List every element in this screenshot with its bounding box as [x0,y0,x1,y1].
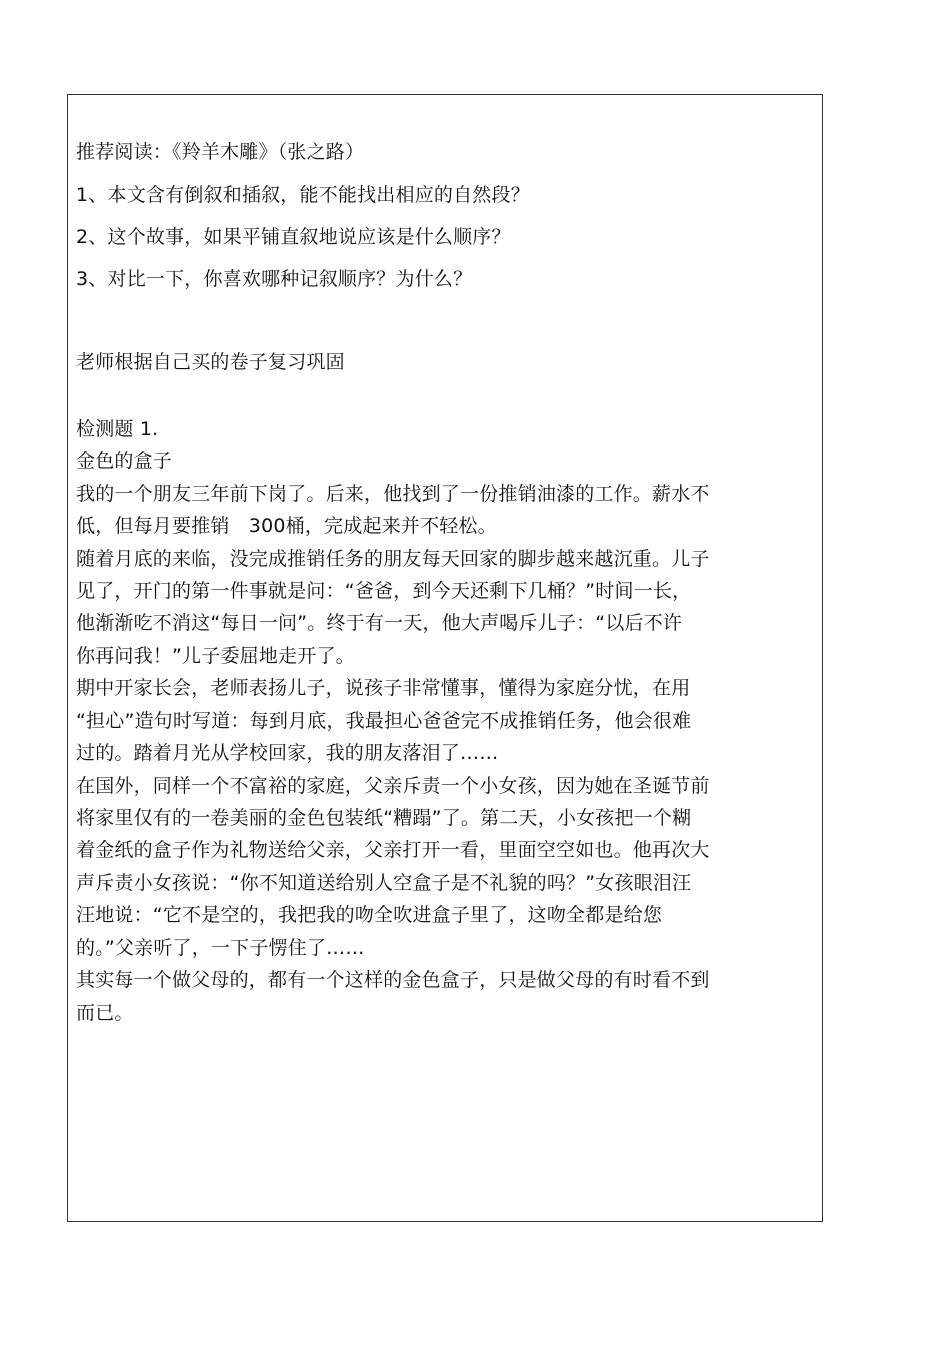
story-line: 见了，开门的第一件事就是问：“爸爸，到今天还剩下几桶？”时间一长， [76,580,692,602]
story-line: 其实每一个做父母的，都有一个这样的金色盒子，只是做父母的有时看不到 [76,969,710,991]
question-3: 3、对比一下，你喜欢哪种记叙顺序？为什么？ [76,268,473,290]
recommended-reading-title: 推荐阅读：《羚羊木雕》（张之路） [76,141,365,163]
story-line: “担心”造句时写道：每到月底，我最担心爸爸完不成推销任务，他会很难 [76,710,692,732]
story-line: 我的一个朋友三年前下岗了。后来，他找到了一份推销油漆的工作。薪水不 [76,483,710,505]
story-line: 在国外，同样一个不富裕的家庭，父亲斥责一个小女孩，因为她在圣诞节前 [76,775,710,797]
question-2: 2、这个故事，如果平铺直叙地说应该是什么顺序？ [76,226,511,248]
story-line: 低，但每月要推销 300桶，完成起来并不轻松。 [76,515,497,537]
story-line: 汪地说：“它不是空的，我把我的吻全吹进盒子里了，这吻全都是给您 [76,904,663,926]
teacher-note: 老师根据自己买的卷子复习巩固 [76,351,345,373]
story-line: 声斥责小女孩说：“你不知道送给别人空盒子是不礼貌的吗？”女孩眼泪汪 [76,872,692,894]
story-line: 你再问我！”儿子委屈地走开了。 [76,645,355,667]
story-title: 金色的盒子 [76,450,173,472]
story-line: 他渐渐吃不消这“每日一问”。终于有一天，他大声喝斥儿子：“以后不许 [76,612,683,634]
story-line: 将家里仅有的一卷美丽的金色包装纸“糟蹋”了。第二天，小女孩把一个糊 [76,807,692,829]
story-line: 的。”父亲听了，一下子愣住了…… [76,937,365,959]
story-line: 过的。踏着月光从学校回家，我的朋友落泪了…… [76,742,499,764]
story-line: 而已。 [76,1002,134,1024]
question-1: 1、本文含有倒叙和插叙，能不能找出相应的自然段？ [76,184,530,206]
test-heading: 检测题 1. [76,418,159,440]
story-line: 期中开家长会，老师表扬儿子，说孩子非常懂事，懂得为家庭分忧，在用 [76,677,691,699]
story-line: 着金纸的盒子作为礼物送给父亲，父亲打开一看，里面空空如也。他再次大 [76,839,710,861]
story-line: 随着月底的来临，没完成推销任务的朋友每天回家的脚步越来越沉重。儿子 [76,548,710,570]
